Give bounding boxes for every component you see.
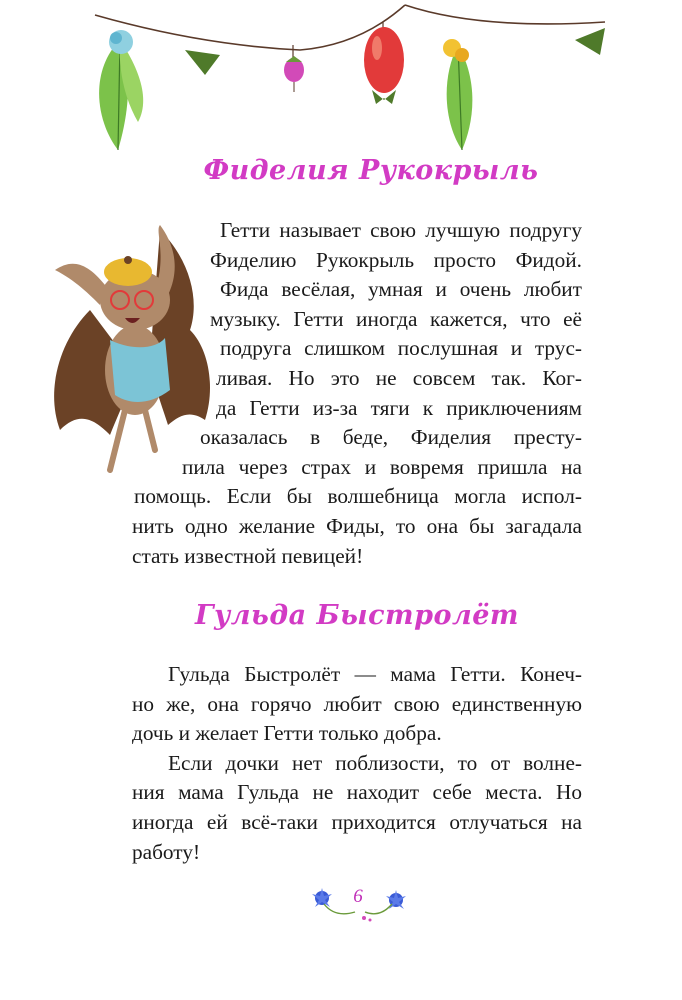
section-body-gulda bbox=[132, 660, 582, 867]
leaf-icon bbox=[185, 50, 220, 75]
paragraph-line: Гетти называет свою лучшую подругу bbox=[220, 218, 582, 242]
paragraph-line: оказалась в беде, Фиделия престу- bbox=[200, 425, 582, 450]
paragraph-line: дочь и желает Гетти только добра. bbox=[132, 721, 442, 746]
paragraph-line: нить одно желание Фиды, то она бы загадала bbox=[132, 513, 582, 538]
paragraph-line: Гульда Быстролёт — мама Гетти. Конеч- bbox=[168, 662, 582, 686]
section-body-fidelia bbox=[120, 216, 582, 571]
paragraph-line: Фида весёлая, умная и очень любит bbox=[220, 277, 582, 302]
paragraph-line: иногда ей всё-таки приходится отлучаться на bbox=[132, 809, 582, 834]
garland-icon bbox=[0, 0, 682, 170]
paragraph-line: ния мама Гульда не находит себе места. Но bbox=[132, 780, 582, 805]
paragraph-line: ливая. Но это не совсем так. Ког- bbox=[216, 365, 582, 390]
flower-icon bbox=[284, 45, 304, 92]
paragraph-line: стать известной певицей! bbox=[132, 543, 364, 568]
paragraph-line: музыку. Гетти иногда кажется, что её bbox=[210, 306, 582, 331]
paragraph-line: но же, она горячо любит свою единственную bbox=[132, 691, 582, 716]
leaf-icon bbox=[443, 39, 472, 150]
paragraph-line: да Гетти из-за тяги к приключениям bbox=[216, 395, 582, 420]
paragraph-line: Если дочки нет поблизости, то от волне- bbox=[168, 750, 582, 775]
paragraph-line: помощь. Если бы волшебница могла испол- bbox=[134, 484, 582, 509]
paragraph-line: пила через страх и вовремя пришла на bbox=[182, 454, 582, 479]
berry-icon bbox=[364, 22, 404, 104]
paragraph-line: работу! bbox=[132, 839, 201, 864]
leaf-icon bbox=[575, 28, 605, 55]
leaf-icon bbox=[99, 30, 143, 150]
section-title-fidelia: Фиделия Рукокрыль bbox=[203, 155, 539, 186]
page-number: 6 bbox=[353, 886, 363, 907]
paragraph-line: Фиделию Рукокрыль просто Фидой. bbox=[210, 247, 582, 272]
paragraph-line: подруга слишком послушная и трус- bbox=[220, 336, 582, 361]
section-title-gulda: Гульда Быстролёт bbox=[195, 600, 519, 631]
